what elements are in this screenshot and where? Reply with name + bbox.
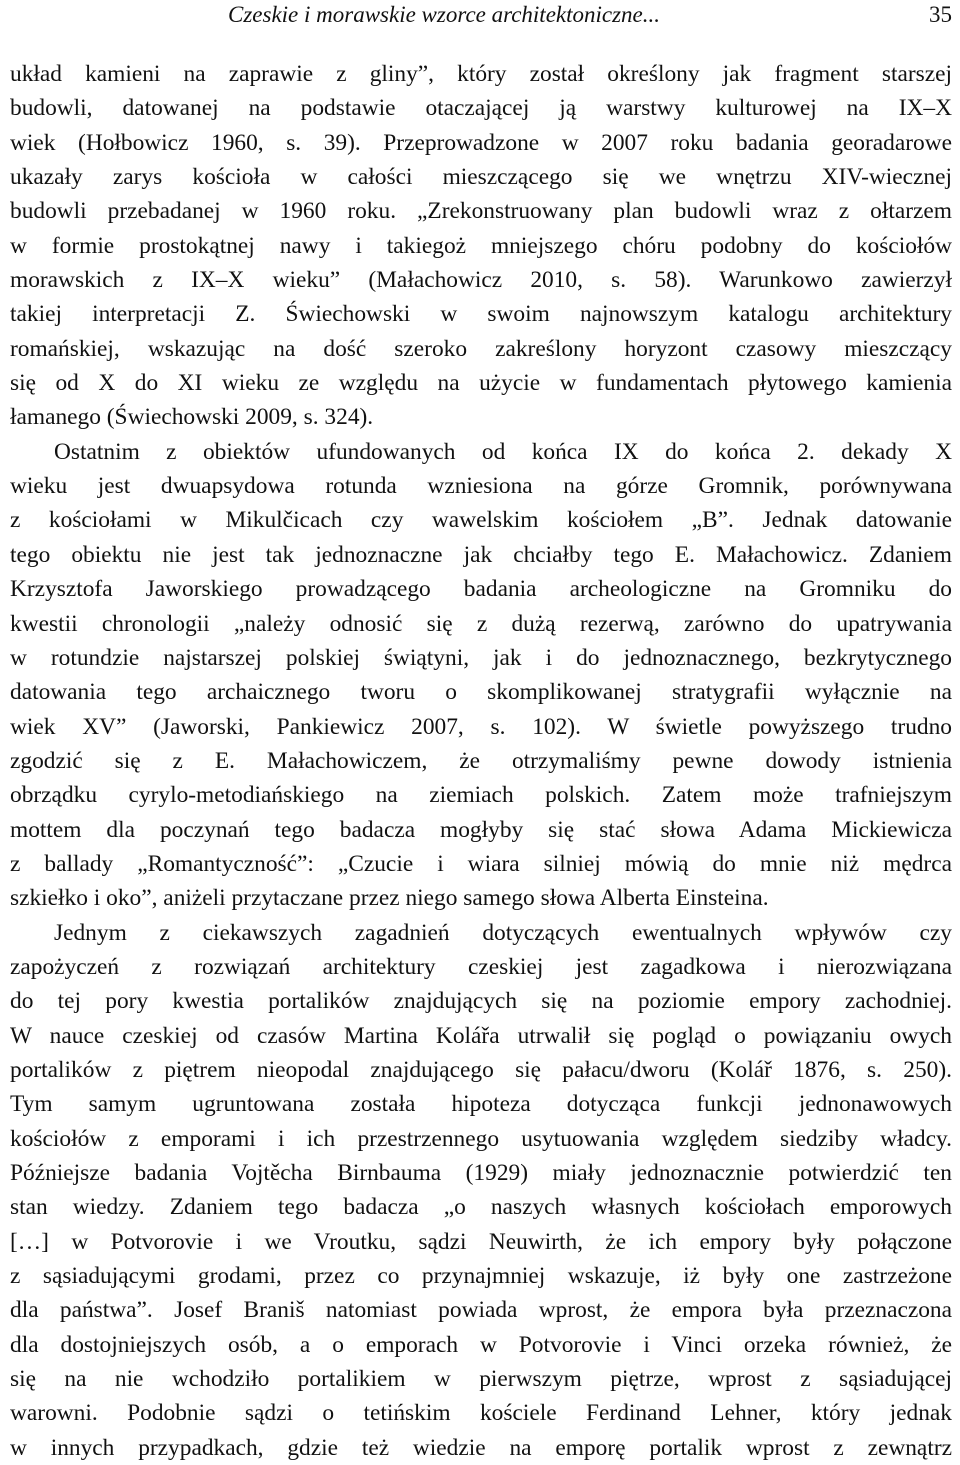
text-line: takiej interpretacji Z. Świechowski w swoim najnowszym katalogu architektury (10, 301, 952, 328)
text-line: wieku jest dwuapsydowa rotunda wzniesiona na górze Gromnik, porównywana (10, 473, 952, 500)
text-line: Tym samym ugruntowana została hipoteza dotycząca funkcji jednonawowych (10, 1091, 952, 1118)
text-line: Jednym z ciekawszych zagadnień dotyczących ewentualnych wpływów czy (54, 919, 952, 946)
text-line: Krzysztofa Jaworskiego prowadzącego badania archeologiczne na Gromniku do (10, 576, 952, 603)
text-line: budowli, datowanej na podstawie otaczającej ją warstwy kulturowej na IX–X (10, 95, 952, 122)
text-line: dla państwa”. Josef Braniš natomiast powiada wprost, że empora była przeznaczona (10, 1297, 952, 1324)
text-line: budowli przebadanej w 1960 roku. „Zrekonstruowany plan budowli wraz z ołtarzem (10, 198, 952, 225)
page-number: 35 (929, 2, 952, 27)
text-line: do tej pory kwestia portalików znajdujących się na poziomie empory zachodniej. (10, 988, 952, 1015)
text-line: romańskiej, wskazując na dość szeroko zakreślony horyzont czasowy mieszczący (10, 335, 952, 362)
text-line: ukazały zarys kościoła w całości mieszczącego się we wnętrzu XIV-wiecznej (10, 164, 952, 191)
text-line: kwestii chronologii „należy odnosić się z dużą rezerwą, zarówno do upatrywania (10, 610, 952, 637)
text-line: portalików z piętrem nieopodal znajdującego się pałacu/dworu (Kolář 1876, s. 250). (10, 1056, 952, 1083)
text-line: z kościołami w Mikulčicach czy wawelskim kościołem „B”. Jednak datowanie (10, 507, 952, 534)
text-line: Późniejsze badania Vojtěcha Birnbauma (1929) miały jednoznacznie potwierdzić ten (10, 1160, 952, 1186)
text-line: zapożyczeń z rozwiązań architektury czeskiej jest zagadkowa i nierozwiązana (10, 953, 952, 980)
text-line: z sąsiadującymi grodami, przez co przynajmniej wskazuje, iż były one zastrzeżone (10, 1263, 952, 1290)
text-line: wiek (Hołbowicz 1960, s. 39). Przeprowadzone w 2007 roku badania georadarowe (10, 129, 952, 156)
text-line: stan wiedzy. Zdaniem tego badacza „o naszych własnych kościołach emporowych (10, 1194, 952, 1221)
running-header (10, 0, 952, 34)
text-line: się na nie wchodziło portalikiem w pierwszym piętrze, wprost z sąsiadującej (10, 1366, 952, 1393)
text-line: w formie prostokątnej nawy i takiegoż mniejszego chóru podobny do kościołów (10, 232, 952, 259)
text-line: zgodzić się z E. Małachowiczem, że otrzymaliśmy pewne dowody istnienia (10, 747, 952, 774)
text-line: kościołów z emporami i ich przestrzennego usytuowania względem siedziby władcy. (10, 1125, 952, 1152)
text-line: tego obiektu nie jest tak jednoznaczne jak chciałby tego E. Małachowicz. Zdaniem (10, 541, 952, 568)
text-line: się od X do XI wieku ze względu na użycie w fundamentach płytowego kamienia (10, 370, 952, 397)
text-line: warowni. Podobnie sądzi o tetińskim kościele Ferdinand Lehner, który jednak (10, 1400, 952, 1427)
text-line: morawskich z IX–X wieku” (Małachowicz 2010, s. 58). Warunkowo zawierzył (10, 267, 952, 294)
text-line: Ostatnim z obiektów ufundowanych od końca IX do końca 2. dekady X (54, 438, 952, 465)
body-text (10, 57, 952, 1465)
text-line: łamanego (Świechowski 2009, s. 324). (10, 404, 374, 431)
text-line: datowania tego archaicznego tworu o skomplikowanej stratygrafii wyłącznie na (10, 679, 952, 706)
text-line: w innych przypadkach, gdzie też wiedzie na emporę portalik wprost z zewnątrz (10, 1434, 952, 1461)
text-line: układ kamieni na zaprawie z gliny”, który został określony jak fragment starszej (10, 61, 952, 87)
text-line: obrządku cyrylo-metodiańskiego na ziemiach polskich. Zatem może trafniejszym (10, 782, 952, 809)
text-line: dla dostojniejszych osób, a o emporach w Potvorovie i Vinci orzeka również, że (10, 1331, 952, 1358)
text-line: wiek XV” (Jaworski, Pankiewicz 2007, s. 102). W świetle powyższego trudno (10, 713, 952, 740)
text-line: szkiełko i oko”, aniżeli przytaczane przez niego samego słowa Alberta Einsteina. (10, 885, 769, 912)
text-line: w rotundzie najstarszej polskiej świątyni, jak i do jednoznacznego, bezkrytycznego (10, 644, 952, 671)
text-line: W nauce czeskiej od czasów Martina Kolářa utrwalił się pogląd o powiązaniu owych (10, 1022, 952, 1049)
text-line: […] w Potvorovie i we Vroutku, sądzi Neuwirth, że ich empory były połączone (10, 1228, 952, 1255)
text-line: mottem dla poczynań tego badacza mogłyby się stać słowa Adama Mickiewicza (10, 816, 952, 843)
running-title: Czeskie i morawskie wzorce architektoniczne... (228, 2, 661, 27)
text-line: z ballady „Romantyczność”: „Czucie i wiara silniej mówią do mnie niż mędrca (10, 850, 952, 877)
